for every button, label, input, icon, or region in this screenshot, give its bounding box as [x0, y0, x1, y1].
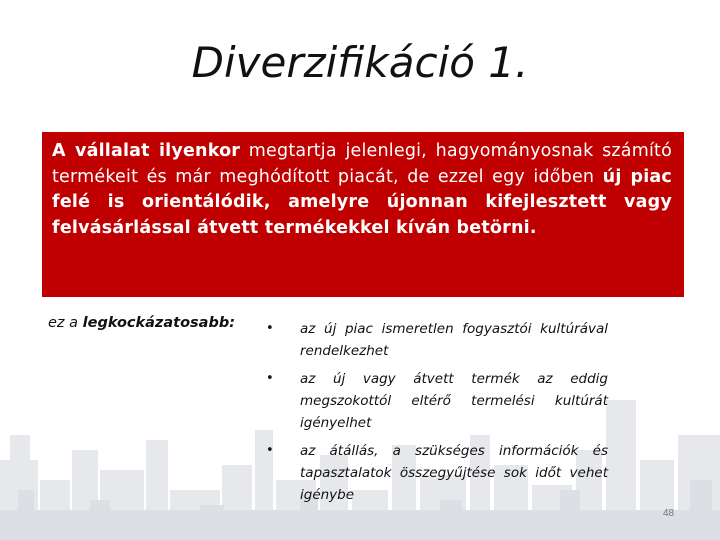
definition-bold-tail: új piac felé is orientálódik, amelyre újonnan kifejlesztett vagy felvásárlással átvett termékekkel kíván betörni.: [52, 166, 672, 238]
risk-lead-bold: legkockázatosabb:: [82, 315, 236, 331]
list-item: [262, 368, 608, 434]
definition-normal-text: megtartja jelenlegi, hagyományosnak számító termékeit és már meghódított piacát, de ezzel egy időben: [52, 141, 672, 187]
risk-lead-text: [48, 315, 235, 331]
definition-box: [42, 132, 684, 297]
slide-title: Diverzifikáció 1.: [191, 38, 529, 87]
risk-lead-prefix: ez a: [48, 315, 83, 331]
bullet-icon: •: [266, 371, 274, 386]
bullet-text: az új piac ismeretlen fogyasztói kultúrával rendelkezhet: [300, 321, 608, 359]
list-item: [262, 440, 608, 506]
risk-bullet-list: [262, 318, 608, 512]
page-number: 48: [663, 508, 675, 519]
bullet-text: az átállás, a szükséges információk és tapasztalatok összegyűjtése sok időt vehet igénybe: [300, 443, 608, 503]
bullet-icon: •: [266, 443, 274, 458]
list-item: [262, 318, 608, 362]
bullet-text: az új vagy átvett termék az eddig megszokottól eltérő termelési kultúrát igényelhet: [300, 371, 608, 431]
definition-text: [52, 139, 672, 241]
definition-bold-lead: A vállalat ilyenkor: [52, 141, 241, 161]
bullet-icon: •: [266, 321, 274, 336]
